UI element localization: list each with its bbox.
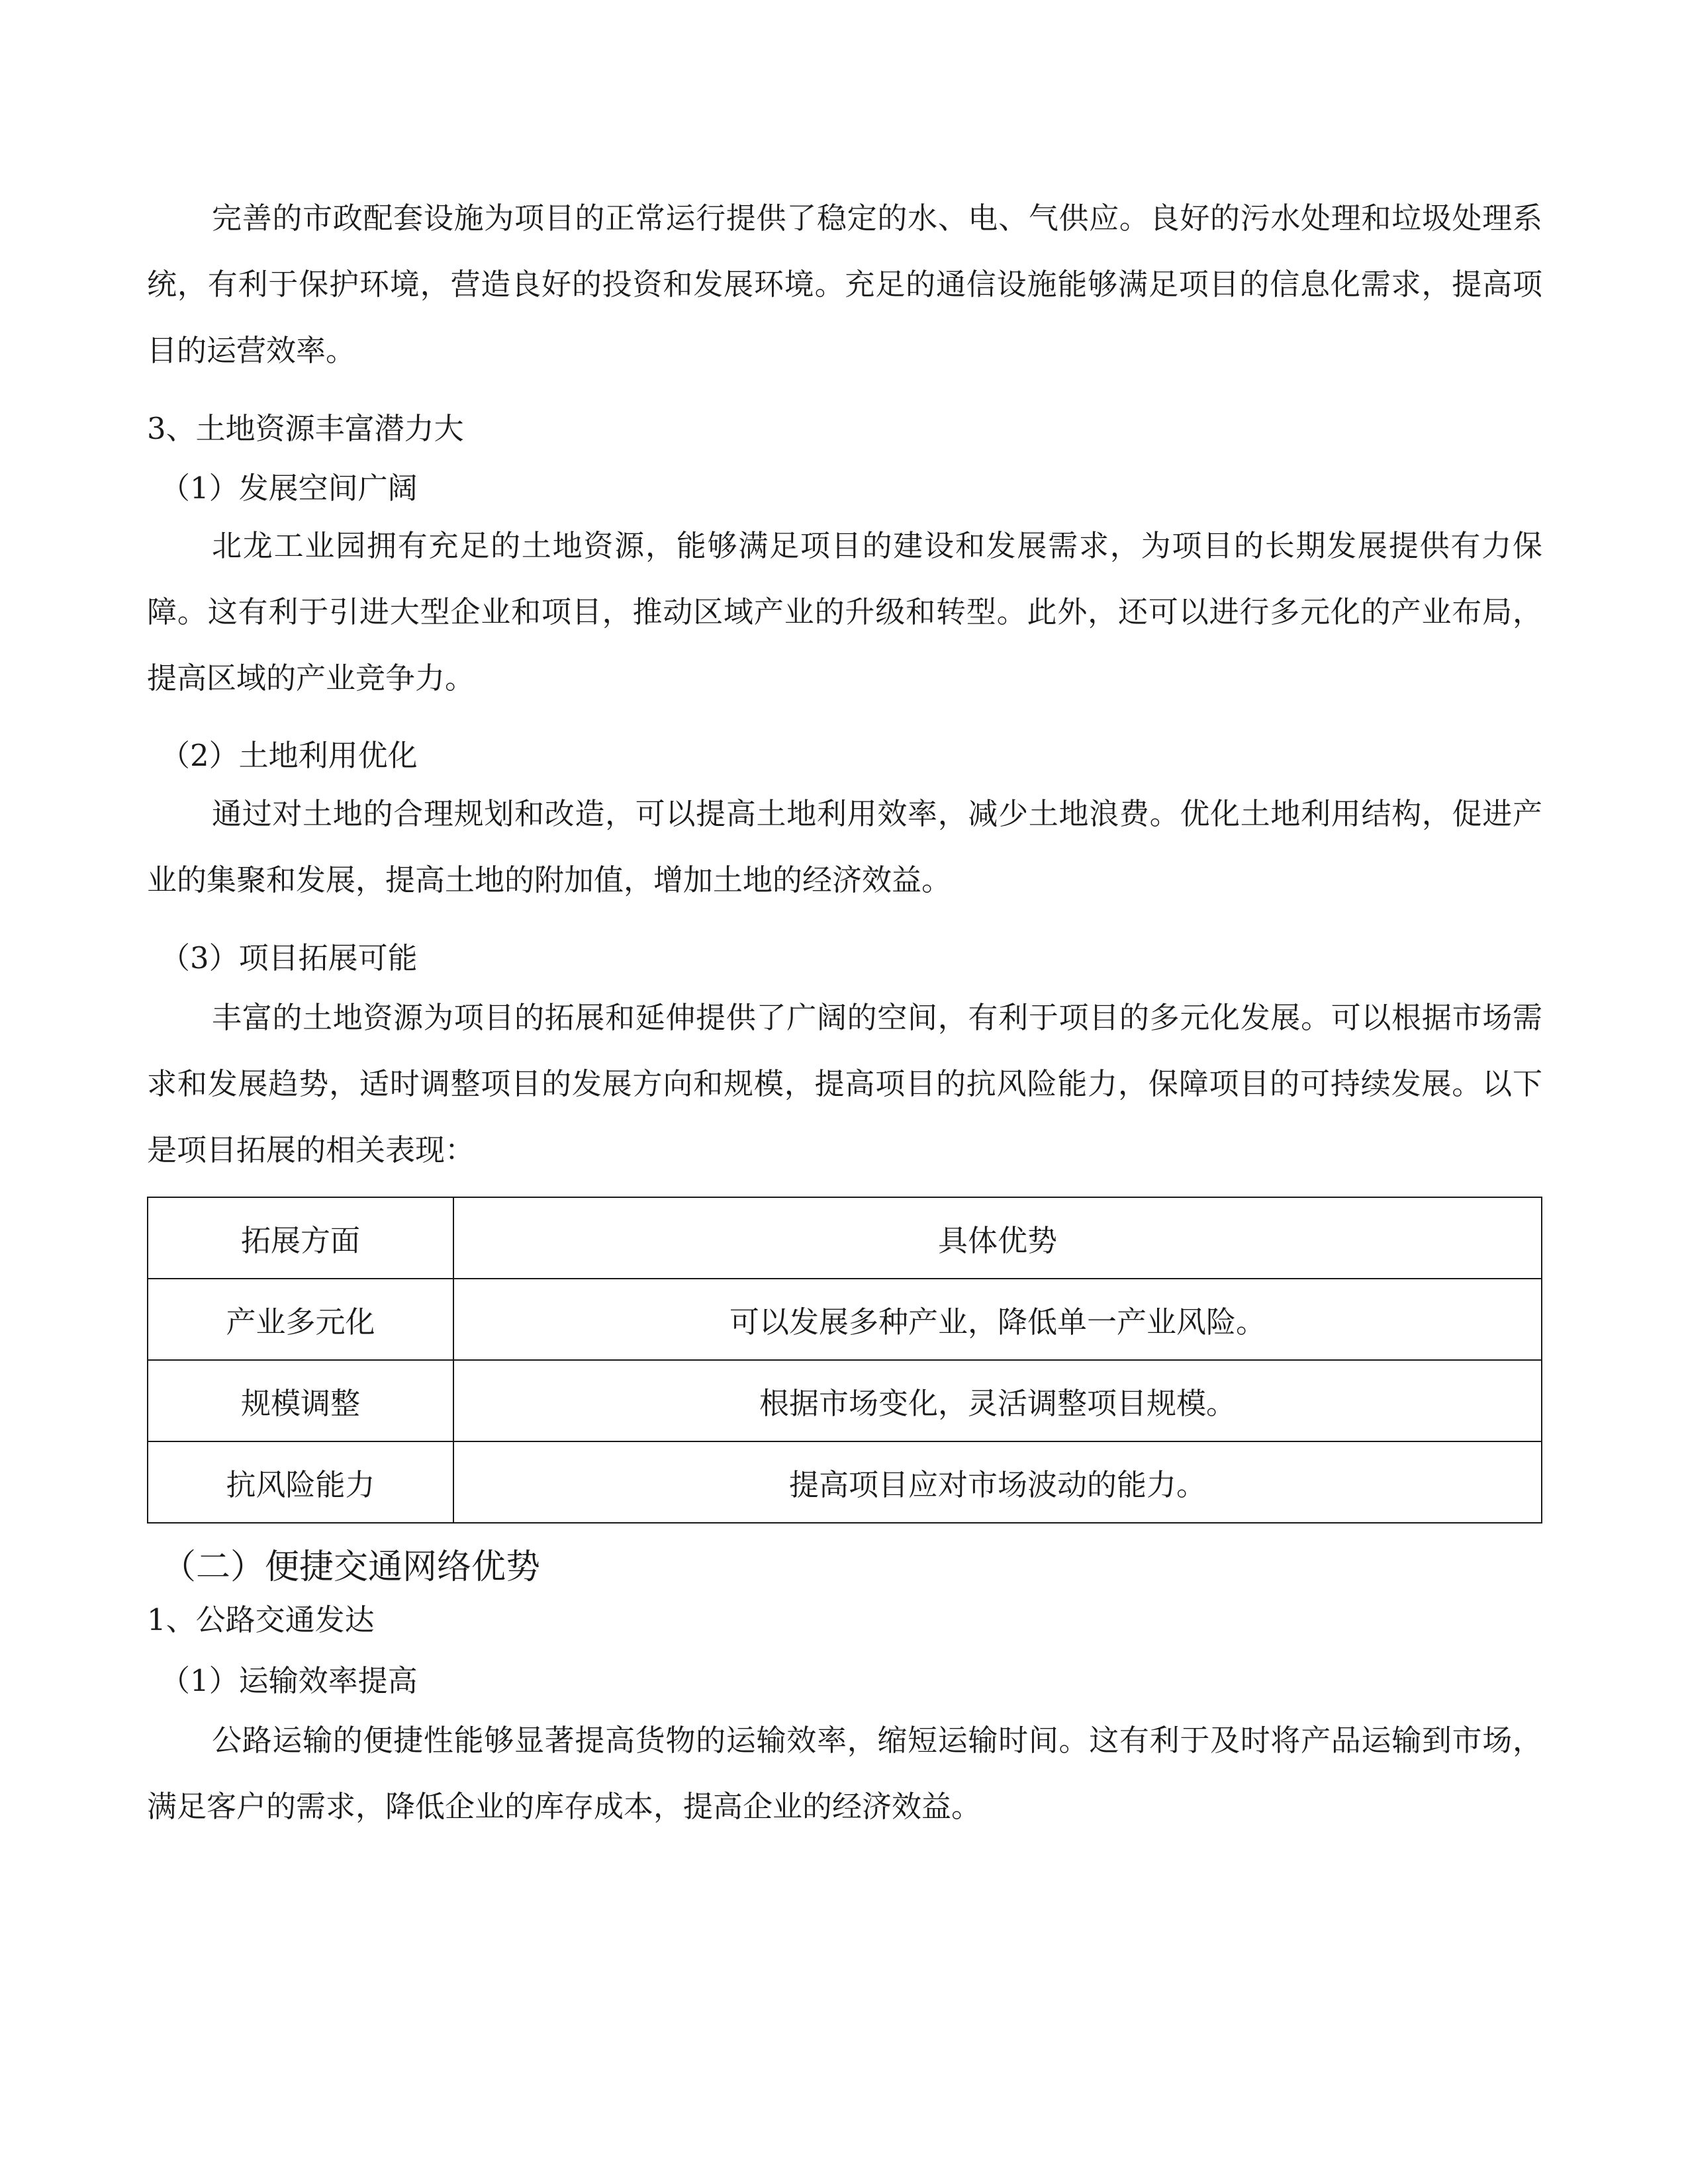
table-header-cell: 拓展方面 xyxy=(148,1197,453,1279)
table-row xyxy=(148,1360,1542,1441)
paragraph-land-optimization: 通过对土地的合理规划和改造，可以提高土地利用效率，减少土地浪费。优化土地利用结构，促进产业的集聚和发展，提高土地的附加值，增加土地的经济效益。 xyxy=(147,796,1542,897)
table-header-row xyxy=(148,1197,1542,1279)
expansion-advantages-table xyxy=(147,1197,1542,1524)
table-cell: 可以发展多种产业，降低单一产业风险。 xyxy=(453,1279,1542,1360)
paragraph-municipal-facilities: 完善的市政配套设施为项目的正常运行提供了稳定的水、电、气供应。良好的污水处理和垃圾处理系统，有利于保护环境，营造良好的投资和发展环境。充足的通信设施能够满足项目的信息化需求，提高项目的运营效率。 xyxy=(147,201,1542,368)
table-cell: 规模调整 xyxy=(148,1360,453,1441)
table-cell: 提高项目应对市场波动的能力。 xyxy=(453,1441,1542,1523)
subheading-transport-efficiency: （1）运输效率提高 xyxy=(160,1663,418,1698)
heading-land-resources: 3、土地资源丰富潜力大 xyxy=(147,411,464,446)
heading-highway-transport: 1、公路交通发达 xyxy=(147,1602,375,1637)
paragraph-project-expansion: 丰富的土地资源为项目的拓展和延伸提供了广阔的空间，有利于项目的多元化发展。可以根据市场需求和发展趋势，适时调整项目的发展方向和规模，提高项目的抗风险能力，保障项目的可持续发展。以下是项目拓展的相关表现： xyxy=(147,1000,1542,1167)
subheading-project-expansion: （3）项目拓展可能 xyxy=(160,940,418,976)
paragraph-transport-efficiency: 公路运输的便捷性能够显著提高货物的运输效率，缩短运输时间。这有利于及时将产品运输到市场，满足客户的需求，降低企业的库存成本，提高企业的经济效益。 xyxy=(147,1723,1542,1824)
table-cell: 根据市场变化，灵活调整项目规模。 xyxy=(453,1360,1542,1441)
section-title-transport: （二）便捷交通网络优势 xyxy=(162,1547,541,1587)
table-cell: 抗风险能力 xyxy=(148,1441,453,1523)
table-row xyxy=(148,1441,1542,1523)
table-header-cell: 具体优势 xyxy=(453,1197,1542,1279)
table-row xyxy=(148,1279,1542,1360)
table-cell: 产业多元化 xyxy=(148,1279,453,1360)
subheading-development-space: （1）发展空间广阔 xyxy=(160,471,418,506)
subheading-land-optimization: （2）土地利用优化 xyxy=(160,738,418,773)
paragraph-development-space: 北龙工业园拥有充足的土地资源，能够满足项目的建设和发展需求，为项目的长期发展提供有力保障。这有利于引进大型企业和项目，推动区域产业的升级和转型。此外，还可以进行多元化的产业布局，提高区域的产业竞争力。 xyxy=(147,528,1542,696)
